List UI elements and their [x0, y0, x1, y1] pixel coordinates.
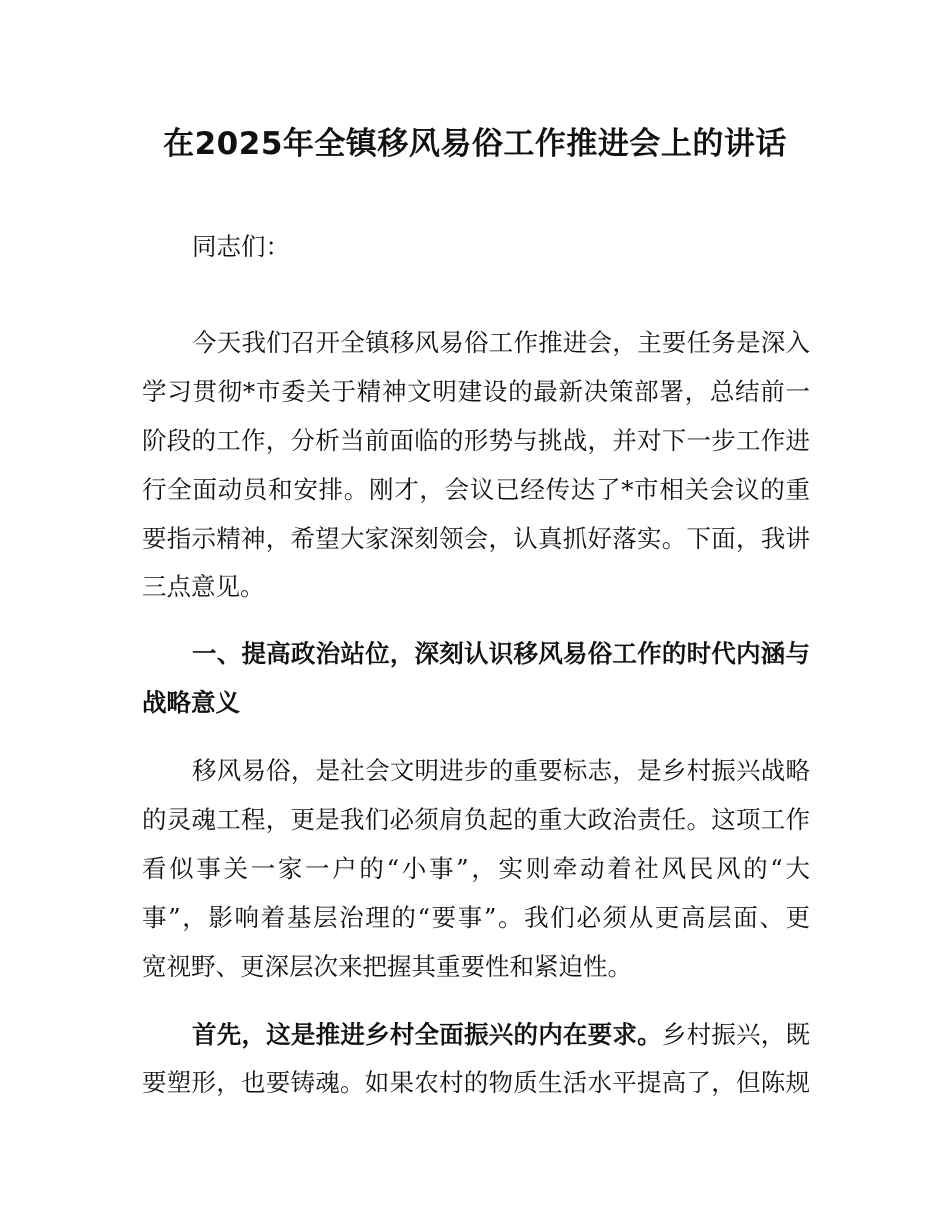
bold-lead-sentence: 首先，这是推进乡村全面振兴的内在要求。 — [192, 1020, 662, 1049]
paragraph-line: 的灵魂工程，更是我们必须肩负起的重大政治责任。这项工作 — [142, 805, 810, 834]
paragraph-line — [142, 1020, 810, 1050]
salutation: 同志们： — [192, 232, 290, 261]
document-title: 在2025年全镇移风易俗工作推进会上的讲话 — [163, 126, 787, 162]
paragraph-line: 要塑形，也要铸魂。如果农村的物质生活水平提高了，但陈规 — [142, 1068, 810, 1097]
paragraph-line: 三点意见。 — [142, 572, 265, 601]
paragraph-line: 学习贯彻*市委关于精神文明建设的最新决策部署，总结前一 — [142, 377, 810, 406]
line-rest: 乡村振兴，既 — [661, 1020, 811, 1049]
heading-line: 战略意义 — [142, 688, 240, 717]
paragraph-line: 阶段的工作，分析当前面临的形势与挑战，并对下一步工作进 — [142, 426, 810, 455]
paragraph-line: 看似事关一家一户的“小事”，实则牵动着社风民风的“大 — [142, 854, 810, 883]
paragraph-line: 要指示精神，希望大家深刻领会，认真抓好落实。下面，我讲 — [142, 524, 810, 553]
paragraph-line: 事”，影响着基层治理的“要事”。我们必须从更高层面、更 — [142, 903, 810, 932]
paragraph-line: 今天我们召开全镇移风易俗工作推进会，主要任务是深入 — [192, 328, 810, 357]
paragraph-line: 宽视野、更深层次来把握其重要性和紧迫性。 — [142, 952, 632, 981]
paragraph-line: 移风易俗，是社会文明进步的重要标志，是乡村振兴战略 — [192, 756, 810, 785]
paragraph-line: 行全面动员和安排。刚才，会议已经传达了*市相关会议的重 — [142, 475, 810, 504]
heading-line: 一、提高政治站位，深刻认识移风易俗工作的时代内涵与 — [192, 639, 810, 668]
